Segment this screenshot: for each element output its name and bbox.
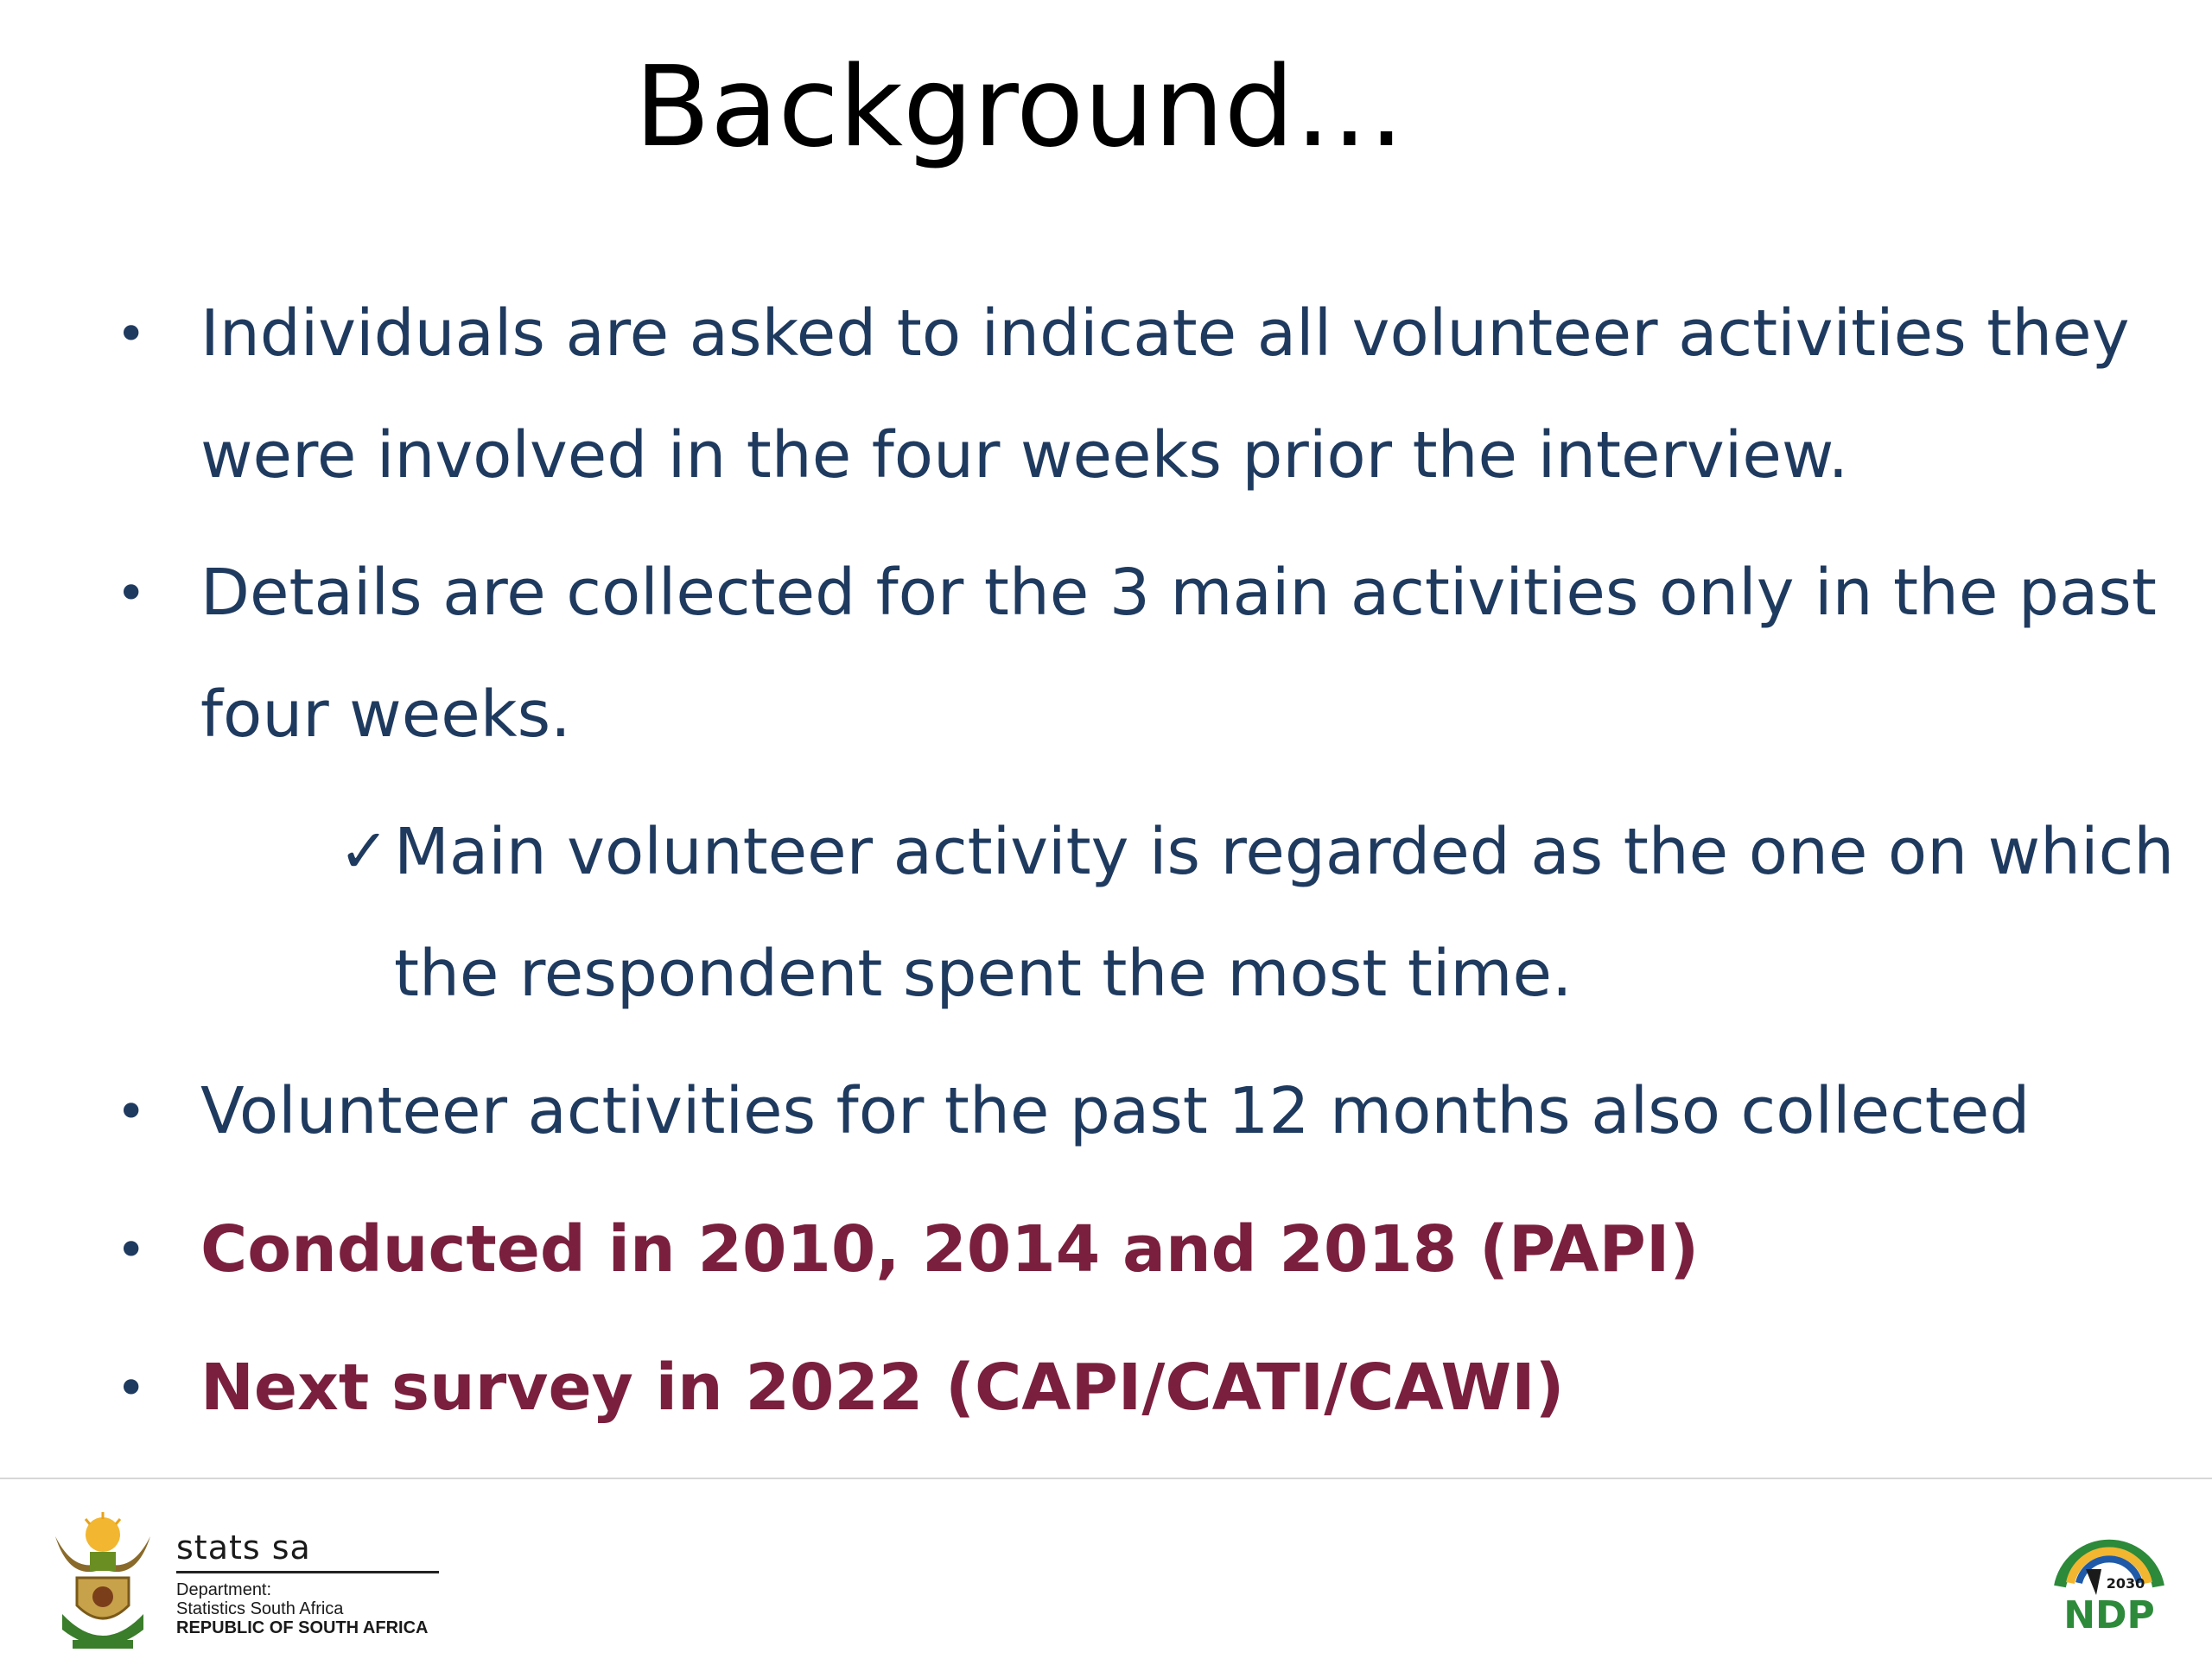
svg-text:2030: 2030 xyxy=(2106,1575,2145,1592)
bullet-marker: • xyxy=(116,1082,147,1142)
brand-rule xyxy=(176,1571,439,1573)
footer-divider xyxy=(0,1478,2212,1479)
department-label: Department: xyxy=(176,1580,272,1599)
sub-bullet-text: Main volunteer activity is regarded as the one on which the respondent spent the most time. xyxy=(394,815,2175,1011)
checkmark-icon: ✓ xyxy=(339,816,390,887)
country-name: REPUBLIC OF SOUTH AFRICA xyxy=(176,1618,429,1637)
department-name: Statistics South Africa xyxy=(176,1599,344,1618)
bullet-text: Individuals are asked to indicate all volunteer activities they were involved in the four weeks prior the interview. xyxy=(200,296,2130,493)
bullet-text: Volunteer activities for the past 12 months also collected xyxy=(200,1074,2031,1148)
slide-title: Background… xyxy=(634,43,1405,172)
bullet-marker: • xyxy=(116,563,147,624)
bullet-marker: • xyxy=(116,1220,147,1281)
ndp-2030-logo xyxy=(2051,1535,2167,1638)
coat-of-arms-icon xyxy=(47,1510,159,1653)
stats-sa-logo xyxy=(176,1529,444,1637)
brand-name: stats sa xyxy=(176,1529,311,1567)
bullet-marker: • xyxy=(116,304,147,365)
bullet-text-highlight: Next survey in 2022 (CAPI/CATI/CAWI) xyxy=(200,1351,1565,1425)
bullet-text-highlight: Conducted in 2010, 2014 and 2018 (PAPI) xyxy=(200,1212,1700,1287)
bullet-text: Details are collected for the 3 main activities only in the past four weeks. xyxy=(200,556,2157,752)
bullet-marker: • xyxy=(116,1358,147,1419)
svg-text:NDP: NDP xyxy=(2063,1593,2155,1637)
